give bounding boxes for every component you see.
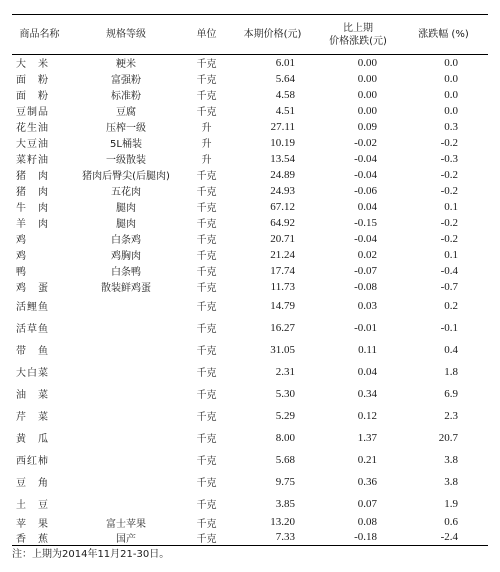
cell-change: 0.00: [357, 88, 377, 101]
cell-name: 豆 角: [16, 478, 49, 489]
cell-name: 猪 肉: [16, 171, 49, 182]
cell-price: 4.58: [275, 88, 295, 101]
cell-price: 5.68: [275, 453, 295, 466]
cell-price: 11.73: [270, 280, 295, 293]
cell-unit: 千克: [196, 368, 217, 379]
cell-pct: 0.3: [444, 120, 458, 133]
cell-unit: 升: [201, 155, 212, 166]
cell-unit: 千克: [196, 59, 217, 71]
cell-pct: -0.2: [440, 168, 458, 181]
cell-price: 5.30: [275, 387, 295, 400]
header-row: [12, 15, 488, 55]
cell-change: 0.08: [357, 516, 377, 528]
cell-pct: 0.2: [444, 299, 458, 312]
cell-spec: 白条鸭: [111, 267, 141, 278]
table-row: [12, 183, 488, 199]
cell-unit: 千克: [196, 75, 217, 86]
cell-price: 13.54: [270, 152, 295, 165]
cell-change: -0.04: [354, 152, 377, 165]
cell-unit: 千克: [196, 107, 217, 118]
cell-pct: -0.2: [440, 216, 458, 229]
cell-name: 大豆油: [16, 139, 49, 150]
cell-unit: 升: [201, 139, 212, 150]
cell-name: 牛 肉: [16, 203, 49, 214]
cell-pct: 0.0: [444, 88, 458, 101]
cell-price: 17.74: [270, 264, 295, 277]
cell-spec: 富士苹果: [106, 518, 146, 530]
cell-change: 0.04: [357, 200, 377, 213]
cell-pct: 0.0: [444, 104, 458, 117]
cell-change: 0.00: [357, 104, 377, 117]
cell-unit: 千克: [196, 346, 217, 357]
cell-spec: [67, 493, 185, 515]
table-body: [12, 55, 488, 546]
table-row: [12, 199, 488, 215]
table-row: [12, 471, 488, 493]
table-row: [12, 317, 488, 339]
cell-change: 0.04: [357, 365, 377, 378]
cell-name: 鸡: [16, 251, 27, 262]
header-name: 商品名称: [12, 15, 67, 55]
cell-spec: 豆腐: [116, 107, 136, 118]
cell-unit: 千克: [196, 518, 217, 530]
cell-pct: -0.2: [440, 184, 458, 197]
table-row: [12, 55, 488, 71]
cell-name: 土 豆: [16, 500, 49, 511]
header-pct: 涨跌幅 (%): [399, 15, 488, 55]
cell-pct: 3.8: [444, 475, 458, 488]
cell-unit: 千克: [196, 91, 217, 102]
cell-unit: 千克: [196, 219, 217, 230]
cell-pct: -0.7: [440, 280, 458, 293]
table-row: [12, 449, 488, 471]
cell-pct: 0.0: [444, 56, 458, 69]
footnote: 注：上期为2014年11月21-30日。: [12, 549, 170, 560]
cell-unit: 千克: [196, 324, 217, 335]
table-row: [12, 135, 488, 151]
cell-spec: 白条鸡: [111, 235, 141, 246]
cell-unit: 千克: [196, 434, 217, 445]
table-row: [12, 405, 488, 427]
cell-name: 鸡: [16, 235, 27, 246]
cell-name: 芹 菜: [16, 412, 49, 423]
cell-pct: 0.6: [444, 516, 458, 528]
header-spec: 规格等级: [67, 15, 185, 55]
cell-price: 7.33: [228, 530, 317, 546]
cell-change: 1.37: [357, 431, 377, 444]
cell-change: 0.07: [357, 497, 377, 510]
cell-name: 西红柿: [16, 456, 49, 467]
cell-spec: 国产: [67, 530, 185, 546]
cell-pct: 1.8: [444, 365, 458, 378]
cell-unit: 千克: [196, 187, 217, 198]
cell-pct: -0.2: [440, 232, 458, 245]
table-row: [12, 231, 488, 247]
cell-change: 0.11: [358, 343, 377, 356]
cell-name: 豆制品: [16, 107, 49, 118]
table-row: [12, 103, 488, 119]
table-row: [12, 493, 488, 515]
cell-change: 0.09: [357, 120, 377, 133]
cell-unit: 千克: [196, 203, 217, 214]
cell-unit: 千克: [196, 390, 217, 401]
cell-spec: [67, 449, 185, 471]
table-row: [12, 339, 488, 361]
cell-price: 14.79: [270, 299, 295, 312]
table-row: [12, 151, 488, 167]
cell-spec: [67, 471, 185, 493]
cell-spec: [67, 317, 185, 339]
cell-spec: [67, 405, 185, 427]
cell-unit: 千克: [196, 456, 217, 467]
cell-spec: 一级散装: [106, 155, 146, 166]
cell-spec: 5L桶装: [110, 139, 142, 150]
table-row: [12, 119, 488, 135]
table-row: [12, 71, 488, 87]
cell-spec: 鸡胸肉: [111, 251, 141, 262]
cell-name: 香 蕉: [12, 530, 67, 546]
cell-pct: 20.7: [438, 431, 458, 444]
cell-change: -0.04: [354, 168, 377, 181]
table-row: [12, 383, 488, 405]
header-change-line2: 价格涨跌(元): [329, 35, 387, 47]
cell-unit: 升: [201, 123, 212, 134]
cell-name: 活草鱼: [16, 324, 49, 335]
cell-name: 鸡 蛋: [16, 283, 49, 294]
cell-spec: 富强粉: [111, 75, 141, 86]
cell-unit: 千克: [196, 283, 217, 294]
cell-change: 0.02: [357, 248, 377, 261]
cell-name: 苹 果: [16, 518, 49, 530]
cell-pct: 0.1: [444, 200, 458, 213]
cell-price: 6.01: [275, 56, 295, 69]
cell-unit: 千克: [196, 235, 217, 246]
cell-price: 4.51: [275, 104, 295, 117]
cell-price: 16.27: [270, 321, 295, 334]
cell-name: 黄 瓜: [16, 434, 49, 445]
cell-price: 27.11: [270, 120, 295, 133]
cell-spec: 粳米: [116, 59, 136, 71]
cell-price: 2.31: [275, 365, 295, 378]
cell-name: 羊 肉: [16, 219, 49, 230]
cell-change: -0.15: [354, 216, 377, 229]
cell-spec: 腿肉: [116, 203, 136, 214]
table-header: [12, 15, 488, 55]
cell-price: 24.93: [270, 184, 295, 197]
cell-name: 带 鱼: [16, 346, 49, 357]
cell-price: 5.29: [275, 409, 295, 422]
cell-name: 鸭: [16, 267, 27, 278]
cell-name: 猪 肉: [16, 187, 49, 198]
cell-spec: [67, 295, 185, 317]
cell-price: 67.12: [270, 200, 295, 213]
cell-name: 面 粉: [16, 91, 49, 102]
cell-unit: 千克: [196, 500, 217, 511]
cell-pct: 1.9: [444, 497, 458, 510]
cell-unit: 千克: [196, 171, 217, 182]
header-change-line1: 比上期: [343, 22, 373, 34]
cell-price: 3.85: [275, 497, 295, 510]
cell-change: -0.04: [354, 232, 377, 245]
cell-price: 10.19: [270, 136, 295, 149]
table-row: [12, 279, 488, 295]
header-price: 本期价格(元): [228, 15, 317, 55]
cell-spec: [67, 361, 185, 383]
header-unit: 单位: [185, 15, 228, 55]
cell-pct: 0.4: [444, 343, 458, 356]
cell-price: 8.00: [275, 431, 295, 444]
cell-price: 24.89: [270, 168, 295, 181]
cell-name: 大白菜: [16, 368, 49, 379]
cell-pct: -0.3: [440, 152, 458, 165]
cell-change: -0.01: [354, 321, 377, 334]
cell-name: 面 粉: [16, 75, 49, 86]
cell-spec: [67, 339, 185, 361]
table-row: [12, 263, 488, 279]
cell-price: 31.05: [270, 343, 295, 356]
cell-unit: 千克: [196, 302, 217, 313]
cell-change: 0.21: [357, 453, 377, 466]
cell-name: 花生油: [16, 123, 49, 134]
cell-unit: 千克: [196, 251, 217, 262]
cell-price: 13.20: [270, 516, 295, 528]
cell-pct: -2.4: [399, 530, 488, 546]
table-row: [12, 295, 488, 317]
cell-spec: 五花肉: [111, 187, 141, 198]
cell-spec: [67, 427, 185, 449]
cell-pct: 6.9: [444, 387, 458, 400]
cell-spec: 压榨一级: [106, 123, 146, 134]
cell-pct: -0.1: [440, 321, 458, 334]
cell-pct: -0.2: [440, 136, 458, 149]
cell-unit: 千克: [196, 412, 217, 423]
cell-name: 活鲤鱼: [16, 302, 49, 313]
price-table: [12, 14, 488, 546]
cell-price: 21.24: [270, 248, 295, 261]
cell-spec: 标准粉: [111, 91, 141, 102]
cell-price: 9.75: [275, 475, 295, 488]
table-row: [12, 515, 488, 530]
cell-change: 0.36: [357, 475, 377, 488]
table-row: [12, 361, 488, 383]
table-row: [12, 427, 488, 449]
cell-change: 0.12: [357, 409, 377, 422]
cell-change: 0.00: [357, 56, 377, 69]
header-change: [317, 15, 399, 55]
cell-change: 0.03: [357, 299, 377, 312]
cell-pct: 0.0: [444, 72, 458, 85]
cell-unit: 千克: [196, 478, 217, 489]
cell-name: 大 米: [16, 59, 49, 71]
cell-spec: [67, 383, 185, 405]
cell-change: -0.08: [354, 280, 377, 293]
cell-name: 油 菜: [16, 390, 49, 401]
cell-unit: 千克: [185, 530, 228, 546]
cell-pct: -0.4: [440, 264, 458, 277]
cell-change: -0.07: [354, 264, 377, 277]
table-row: [12, 167, 488, 183]
cell-spec: 腿肉: [116, 219, 136, 230]
cell-pct: 2.3: [444, 409, 458, 422]
cell-spec: 散装鲜鸡蛋: [101, 283, 151, 294]
cell-unit: 千克: [196, 267, 217, 278]
cell-name: 菜籽油: [16, 155, 49, 166]
table-row: [12, 247, 488, 263]
cell-change: 0.34: [357, 387, 377, 400]
cell-pct: 0.1: [444, 248, 458, 261]
cell-price: 20.71: [270, 232, 295, 245]
cell-price: 5.64: [275, 72, 295, 85]
table-row: [12, 87, 488, 103]
cell-spec: 猪肉后臀尖(后腿肉): [82, 171, 170, 182]
cell-change: -0.02: [354, 136, 377, 149]
cell-change: -0.06: [354, 184, 377, 197]
cell-price: 64.92: [270, 216, 295, 229]
cell-pct: 3.8: [444, 453, 458, 466]
cell-change: 0.00: [357, 72, 377, 85]
table-row: [12, 215, 488, 231]
table-row: [12, 530, 488, 546]
cell-change: -0.18: [317, 530, 399, 546]
